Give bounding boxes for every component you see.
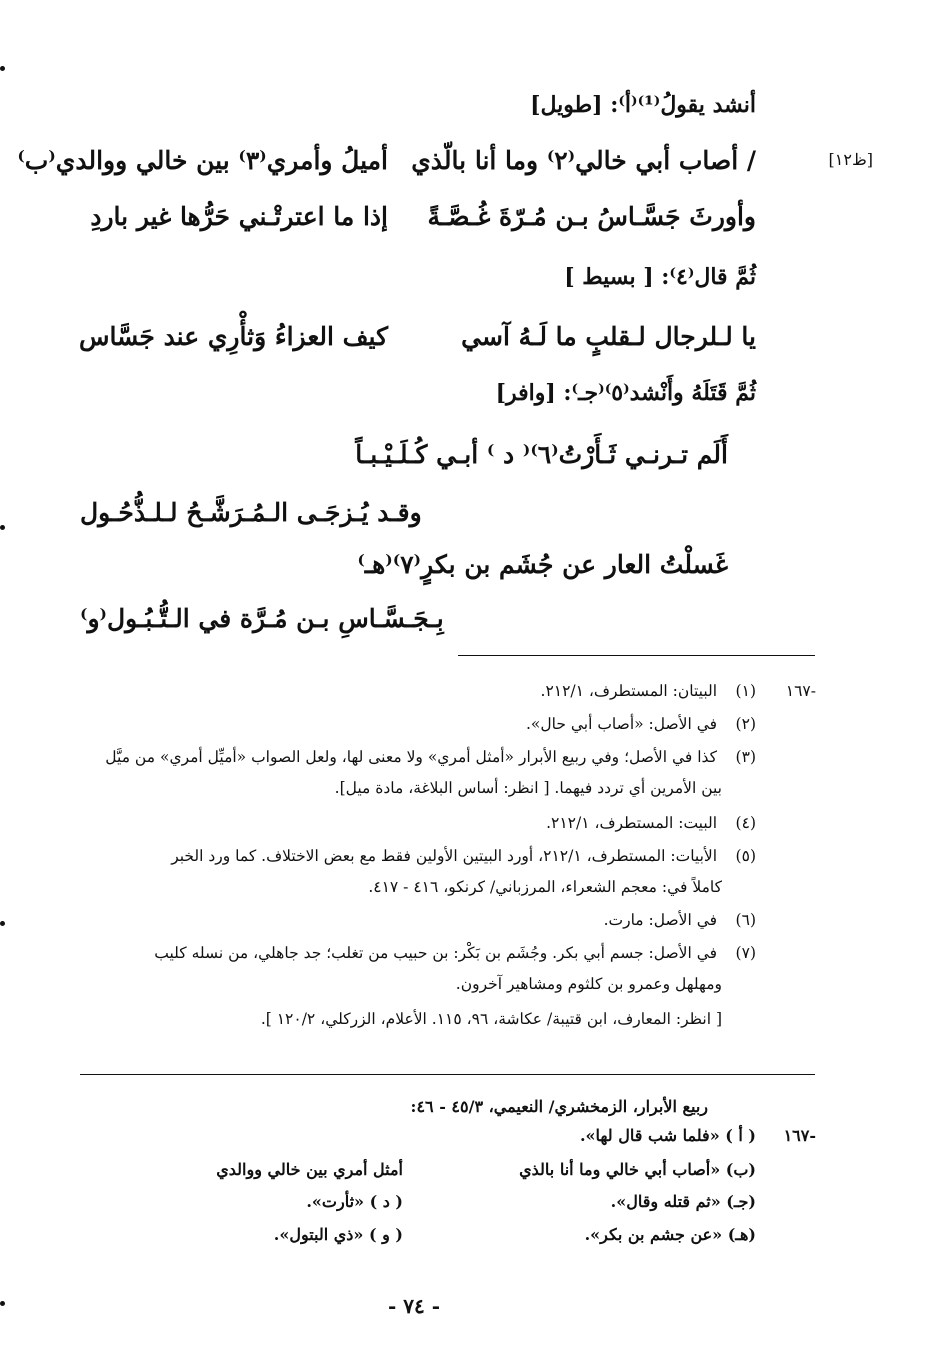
verse-2-left: إذا ما اعترتْـني حَرُّها غير باردِ: [90, 202, 388, 231]
footnote-6: [604, 911, 756, 929]
intro-line-3: ثُمَّ قَتَلَهُ وأَنْشد⁽٥⁾⁽جـ⁾: [وافر]: [495, 380, 756, 406]
footnote-4-number: (٤): [735, 814, 756, 832]
variant-a: ( أ ) «فلما شب قال لها».: [579, 1126, 756, 1145]
margin-dot: [0, 921, 5, 926]
footnote-2-number: (٢): [735, 715, 756, 733]
footnote-5: [171, 847, 756, 865]
footnote-1-text: البيتان: المستطرف، ٢١٢/١.: [540, 682, 718, 700]
footnote-3-number: (٣): [735, 748, 756, 766]
verse-3-left: كيف العزاءُ وَثأْرِي عند جَسَّاس: [78, 322, 388, 351]
variants-heading: ربيع الأبرار، الزمخشري/ النعيمي، ٤٥/٣ - ٤٦:: [410, 1097, 708, 1116]
footnote-6-number: (٦): [735, 911, 756, 929]
margin-dot: [0, 525, 5, 530]
verse-4b: وقـد يُـزجَـى الـمُـرَشَّـحُ لـلـذُّحُـول: [80, 498, 422, 527]
verse-1-right: / أصاب أبي خالي⁽٢⁾ وما أنا بالّذي: [411, 146, 756, 175]
variant-b-left: أمثل أمري بين خالي ووالدي: [216, 1160, 403, 1179]
footnote-entry-number: ١٦٧-: [785, 682, 816, 700]
verse-3-right: يا لـلرجال لـقلبٍ ما لَـهُ آسي: [461, 322, 756, 351]
footnote-6-text: في الأصل: مارت.: [603, 911, 718, 929]
intro-line-2: ثُمَّ قال⁽٤⁾: [ بسيط ]: [564, 264, 756, 290]
verse-4a: أَلَم تـرنـي ثَـأَرْتُ⁽٦⁾⁽ د ⁾ أبـي كُـلَـيْـبـاً: [355, 440, 728, 469]
folio-mark: [ظ١٢]: [828, 150, 873, 169]
footnote-5-text: الأبيات: المستطرف، ٢١٢/١، أورد البيتين الأولين فقط مع بعض الاختلاف. كما ورد الخبر: [171, 847, 718, 865]
footnote-3-text: كذا في الأصل؛ وفي ربيع الأبرار «أمثل أمري» ولا معنى لها، ولعل الصواب «أميِّل أمري» من ميَّل: [105, 748, 718, 766]
footnote-4: [546, 814, 756, 832]
margin-dot: [0, 66, 5, 71]
footnote-7-reference: [ انظر: المعارف، ابن قتيبة/ عكاشة، ٩٦، ١١٥. الأعلام، الزركلي، ١٢٠/٢ ].: [260, 1010, 722, 1028]
footnote-2-text: في الأصل: «أصاب أبي حال».: [525, 715, 718, 733]
page-number: - ٧٤ -: [388, 1294, 441, 1318]
verse-5a: غَسلْتُ العار عن جُشَم بن بكرٍ⁽٧⁾⁽هـ⁾: [357, 550, 728, 579]
verse-2-right: وأورثَ جَسَّـاسُ بـن مُـرّةَ غُـصَّـةً: [427, 202, 756, 231]
footnote-2: [526, 715, 756, 733]
variant-d: ( د ) «ثأرت».: [306, 1192, 403, 1211]
footnote-1-number: (١): [735, 682, 756, 700]
margin-dot: [0, 1301, 5, 1306]
footnote-1: [541, 682, 756, 700]
verse-1-left: أميلُ وأمري⁽٣⁾ بين خالي ووالدي⁽ب⁾: [17, 146, 388, 175]
footnote-7: [154, 944, 756, 962]
footnote-3-continued: بين الأمرين أي تردد فيهما. [ انظر: أساس البلاغة، مادة ميل].: [334, 779, 722, 797]
verse-5b: بِـجَـسَّـاسِ بـن مُـرَّة في الـتُّـبُـول⁽و⁾: [80, 604, 444, 633]
footnote-7-text: في الأصل: جسم أبي بكر. وجُشَم بن بَكْر: بن حبيب من تغلب؛ جد جاهلي، من نسله كليب: [154, 944, 718, 962]
footnote-7-number: (٧): [735, 944, 756, 962]
footnote-5-number: (٥): [735, 847, 756, 865]
intro-line-1: أنشد يقولُ⁽¹⁾⁽أ⁾: [طويل]: [530, 92, 756, 118]
variant-b-right: (ب) «أصاب أبي خالي وما أنا بالذي: [519, 1160, 756, 1179]
footnote-5-continued: كاملاً في: معجم الشعراء، المرزباني/ كرنكو، ٤١٦ - ٤١٧.: [368, 878, 722, 896]
footnote-4-text: البيت: المستطرف، ٢١٢/١.: [546, 814, 718, 832]
variant-h: (هـ) «عن جشم بن بكر».: [584, 1225, 756, 1244]
footnote-7-continued: ومهلهل وعمرو بن كلثوم ومشاهير آخرون.: [455, 975, 722, 993]
variant-j: (جـ) «ثم قتله وقال».: [610, 1192, 756, 1211]
footnote-separator: [458, 655, 815, 656]
footnote-3: [105, 748, 756, 766]
variants-separator: [80, 1074, 815, 1075]
variant-w: ( و ) «ذي البتول».: [273, 1225, 403, 1244]
variants-entry-number: ١٦٧-: [783, 1126, 816, 1145]
